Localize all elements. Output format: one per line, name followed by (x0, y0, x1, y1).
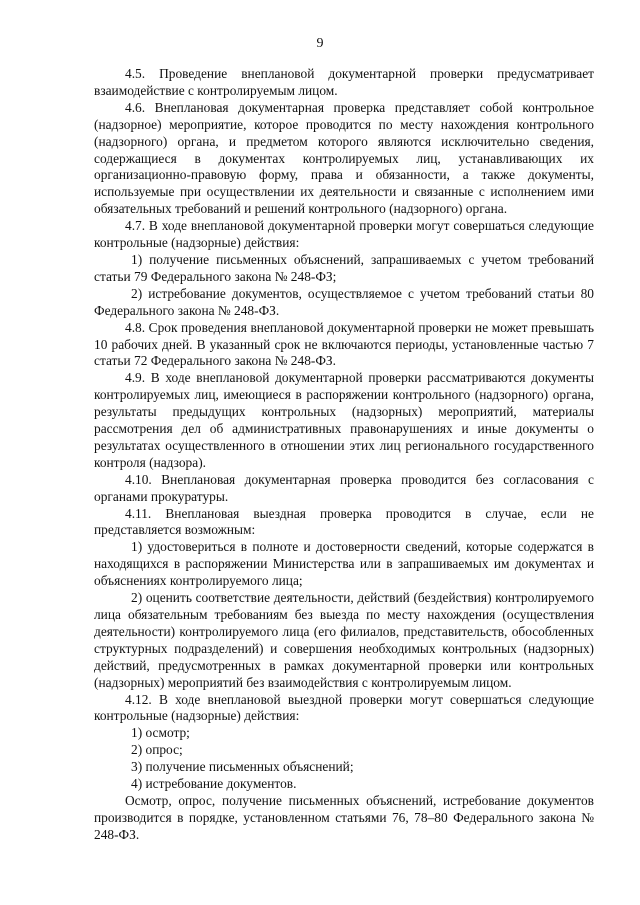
list-item-4-12-1: 1) осмотр; (131, 725, 190, 741)
page-number: 9 (316, 36, 324, 51)
paragraph-4-9: 4.9. В ходе внеплановой документарной проверки рассматриваются документы контролируемых лиц, имеющиеся в распоряжении контрольного (надзорного) органа, результаты предыдущих контрольных (надзорных) мероприятий, материалы рассмотрения дел об административных правонарушениях и иные документы о результатах осуществленного в отношении этих лиц регионального государственного контроля (надзора). (94, 370, 594, 470)
paragraph-4-11: 4.11. Внеплановая выездная проверка проводится в случае, если не представляется возможным: (94, 505, 594, 538)
paragraph-4-12: 4.12. В ходе внеплановой выездной проверки могут совершаться следующие контрольные (надзорные) действия: (94, 691, 594, 724)
list-item-4-7-1: 1) получение письменных объяснений, запрашиваемых с учетом требований статьи 79 Федерального закона № 248-ФЗ; (94, 251, 594, 284)
list-item-4-12-2: 2) опрос; (131, 742, 183, 758)
paragraph-4-7: 4.7. В ходе внеплановой документарной проверки могут совершаться следующие контрольные (надзорные) действия: (94, 218, 594, 251)
list-item-4-11-2: 2) оценить соответствие деятельности, действий (бездействия) контролируемого лица обязательным требованиям без выезда по месту нахождения (осуществления деятельности) контролируемого лица (его филиалов, представительств, обособленных структурных подразделений) и совершения необходимых контрольных (надзорных) действий, предусмотренных в рамках документарной проверки или контрольных (надзорных) мероприятий без взаимодействия с контролируемым лицом. (94, 590, 594, 690)
list-item-4-11-1: 1) удостовериться в полноте и достоверности сведений, которые содержатся в находящихся в распоряжении Министерства или в запрашиваемых им документах и объяснениях контролируемого лица; (94, 539, 594, 589)
paragraph-4-8: 4.8. Срок проведения внеплановой документарной проверки не может превышать 10 рабочих дней. В указанный срок не включаются периоды, установленные частью 7 статьи 72 Федерального закона № 248-ФЗ. (94, 319, 594, 369)
document-body (94, 66, 594, 844)
list-item-4-12-4: 4) истребование документов. (131, 776, 297, 792)
paragraph-final: Осмотр, опрос, получение письменных объяснений, истребование документов производится в порядке, установленном статьями 76, 78–80 Федерального закона № 248-ФЗ. (94, 792, 594, 842)
list-item-4-12-3: 3) получение письменных объяснений; (131, 759, 354, 775)
list-item-4-7-2: 2) истребование документов, осуществляемое с учетом требований статьи 80 Федерального закона № 248-ФЗ. (94, 285, 594, 318)
paragraph-4-6: 4.6. Внеплановая документарная проверка представляет собой контрольное (надзорное) мероприятие, которое проводится по месту нахождения контрольного (надзорного) органа, и предметом которого являются исключительно сведения, содержащиеся в документах контролируемых лиц, устанавливающих их организационно-правовую форму, права и обязанности, а также документы, используемые при осуществлении их деятельности и связанные с исполнением ими обязательных требований и решений контрольного (надзорного) органа. (94, 99, 594, 217)
paragraph-4-10: 4.10. Внеплановая документарная проверка проводится без согласования с органами прокуратуры. (94, 471, 594, 504)
paragraph-4-5: 4.5. Проведение внеплановой документарной проверки предусматривает взаимодействие с контролируемым лицом. (94, 66, 594, 98)
